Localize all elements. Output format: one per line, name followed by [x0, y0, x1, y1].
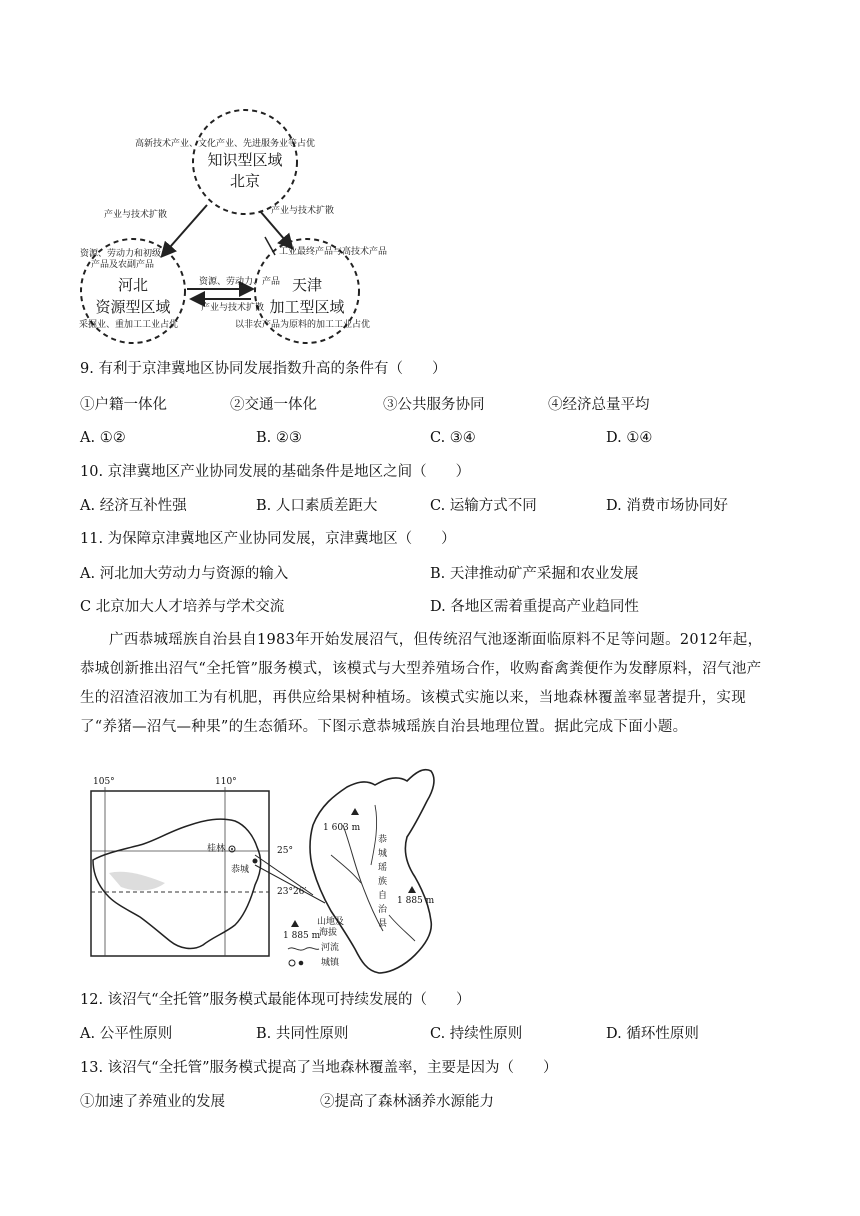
tianjin-note-bottom: 以非农产品为原料的加工工业占优: [235, 320, 371, 330]
tianjin-name2: 加工型区域: [269, 298, 345, 316]
river-1: [343, 825, 383, 931]
lon-110: 110°: [215, 777, 237, 787]
peak-1885-label: 1 885 m: [397, 896, 435, 906]
q9-option-b[interactable]: B. ②③: [256, 430, 302, 446]
q12-option-a[interactable]: A. 公平性原则: [80, 1026, 173, 1042]
q12-option-c[interactable]: C. 持续性原则: [430, 1026, 523, 1042]
peak-1603-label: 1 603 m: [323, 823, 361, 833]
gongcheng-label: 恭城: [231, 865, 250, 875]
q10-option-b[interactable]: B. 人口素质差距大: [256, 498, 378, 514]
hebei-name2: 资源型区域: [95, 298, 171, 316]
arrow-tianjin-beijing: [265, 237, 275, 255]
q9-stem: 9. 有利于京津冀地区协同发展指数升高的条件有（ ）: [80, 361, 447, 377]
tianjin-name1: 天津: [291, 276, 322, 294]
q11-option-a[interactable]: A. 河北加大劳动力与资源的输入: [80, 566, 289, 582]
lat-2326: 23°26′: [277, 887, 307, 897]
hebei-note-top1: 资源、劳动力和初级: [80, 249, 162, 259]
legend-mountain-2: 海拔: [319, 928, 338, 938]
hebei-name1: 河北: [117, 276, 148, 294]
arrow-mid-bottom-label: 产业与技术扩散: [201, 303, 265, 313]
peak-1603: [351, 808, 359, 815]
arrow-left-label: 产业与技术扩散: [104, 210, 168, 220]
legend-river: 河流: [321, 943, 340, 953]
q9-option-c[interactable]: C. ③④: [430, 430, 476, 446]
peak-1885: [408, 886, 416, 893]
q9-option-a[interactable]: A. ①②: [80, 430, 126, 446]
q9-item-4: ④经济总量平均: [548, 397, 650, 413]
q9-item-3: ③公共服务协同: [383, 397, 485, 413]
q9-item-1: ①户籍一体化: [80, 397, 167, 413]
legend-river-symbol: [288, 948, 319, 951]
q11-option-d[interactable]: D. 各地区需着重提高产业趋同性: [430, 599, 639, 615]
legend-mountain-1: 山地及: [317, 917, 345, 927]
beijing-name2: 北京: [229, 172, 260, 190]
hebei-note-top2: 产品及农副产品: [91, 260, 155, 270]
river-2: [371, 805, 377, 865]
q10-option-c[interactable]: C. 运输方式不同: [430, 498, 537, 514]
q10-option-d[interactable]: D. 消费市场协同好: [606, 498, 728, 514]
q11-option-b[interactable]: B. 天津推动矿产采掘和农业发展: [430, 566, 639, 582]
guilin-label: 桂林: [207, 844, 226, 854]
q12-stem: 12. 该沼气“全托管”服务模式最能体现可持续发展的（ ）: [80, 992, 471, 1008]
q11-option-c[interactable]: C 北京加大人才培养与学术交流: [80, 599, 285, 615]
q10-option-a[interactable]: A. 经济互补性强: [80, 498, 187, 514]
q11-stem: 11. 为保障京津冀地区产业协同发展，京津冀地区（ ）: [80, 531, 456, 547]
river-4: [389, 915, 415, 941]
q13-item-2: ②提高了森林涵养水源能力: [320, 1094, 494, 1110]
arrow-beijing-hebei: [163, 205, 207, 255]
legend-town: 城镇: [321, 958, 340, 968]
q9-option-d[interactable]: D. ①④: [606, 430, 653, 446]
legend-town-symbol-1: [289, 960, 295, 966]
lon-105: 105°: [93, 777, 115, 787]
map-shapes: [85, 765, 465, 980]
gongcheng-map: [85, 765, 465, 980]
passage: 广西恭城瑶族自治县自1983年开始发展沼气，但传统沼气池逐渐面临原料不足等问题。2012年起，恭城创新推出沼气“全托管”服务模式，该模式与大型养殖场合作，收购畜禽粪便作为发酵原料，沼气池产生的沼渣沼液加工为有机肥，再供应给果树种植场。该模式实施以来，当地森林覆盖率显著提升，实现了“养猪—沼气—种果”的生态循环。下图示意恭城瑶族自治县地理位置。据此完成下面小题。: [80, 632, 763, 735]
q13-item-1: ①加速了养殖业的发展: [80, 1094, 225, 1110]
q13-stem: 13. 该沼气“全托管”服务模式提高了当地森林覆盖率，主要是因为（ ）: [80, 1060, 558, 1076]
legend-mountain-symbol: [291, 920, 299, 927]
beijing-note: 高新技术产业、文化产业、先进服务业等占优: [135, 139, 316, 149]
arrow-beijing-tianjin: [260, 211, 291, 247]
legend-sample: 1 885 m: [283, 931, 321, 941]
hebei-note-bottom: 采掘业、重加工工业占优: [79, 320, 179, 330]
q10-stem: 10. 京津冀地区产业协同发展的基础条件是地区之间（ ）: [80, 464, 471, 480]
guangxi-outline: [93, 819, 261, 948]
q12-option-d[interactable]: D. 循环性原则: [606, 1026, 699, 1042]
beijing-name1: 知识型区域: [207, 151, 283, 169]
jingjinji-diagram: [75, 105, 435, 345]
county-name: 恭 城 瑶 族 自 治 县: [378, 835, 388, 929]
legend-town-symbol-2: [299, 961, 304, 966]
lat-25: 25°: [277, 846, 293, 856]
q12-option-b[interactable]: B. 共同性原则: [256, 1026, 349, 1042]
gongcheng-marker: [253, 859, 258, 864]
q9-item-2: ②交通一体化: [230, 397, 317, 413]
arrow-right-label: 产业与技术扩散: [271, 206, 335, 216]
arrow-mid-top-label: 资源、劳动力、产品: [199, 277, 281, 287]
tianjin-note-top: 工业最终产品与高技术产品: [279, 247, 388, 257]
